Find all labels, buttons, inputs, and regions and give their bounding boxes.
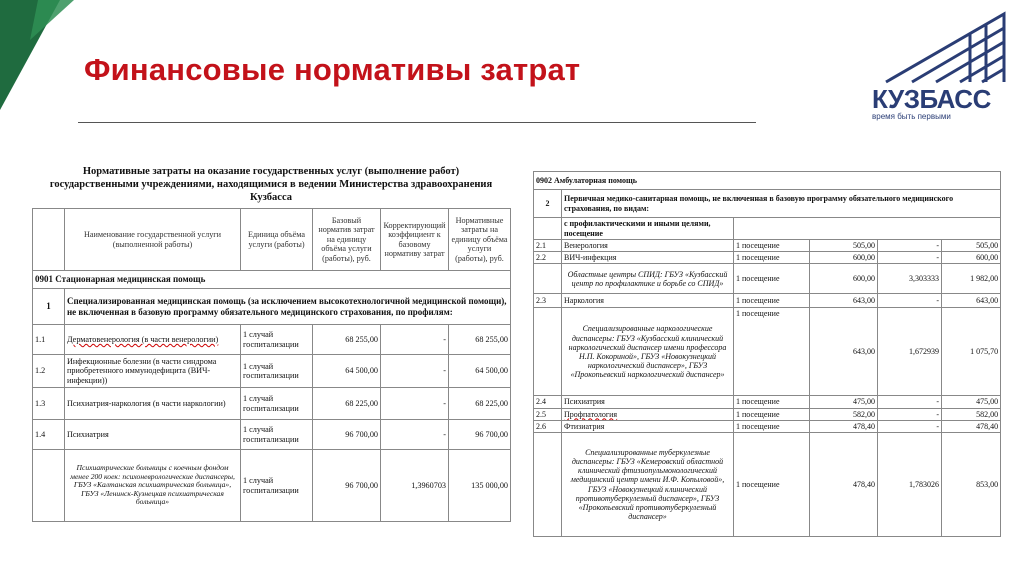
section-title: 0902 Амбулаторная помощь xyxy=(534,172,1001,190)
table-row xyxy=(534,433,1001,537)
subgroup-row xyxy=(534,218,1001,240)
row-num: 2.6 xyxy=(534,420,562,432)
row-num: 1.4 xyxy=(33,420,65,450)
row-base: 478,40 xyxy=(810,433,878,537)
row-name: Областные центры СПИД: ГБУЗ «Кузбасский центр по профилактике и борьбе со СПИД» xyxy=(562,264,734,294)
row-num: 1.3 xyxy=(33,388,65,420)
row-unit: 1 посещение xyxy=(734,294,810,308)
row-coef: 1,3960703 xyxy=(381,450,449,522)
row-coef: - xyxy=(878,294,942,308)
group-text: Первичная медико-санитарная помощь, не включенная в базовую программу обязательного медицинского страхования, по видам: xyxy=(562,190,1001,218)
table-row xyxy=(534,294,1001,308)
row-name: Специализированные наркологические диспансеры: ГБУЗ «Кузбасский клинический наркологический диспансер имени профессора Н.П. Кокориной», ГБУЗ «Новокузнецкий наркологический диспансер», ГБУЗ «Прокопьевский наркологический диспансер» xyxy=(562,308,734,396)
row-name: Психиатрия xyxy=(65,420,241,450)
section-row xyxy=(33,271,511,289)
row-coef: 1,783026 xyxy=(878,433,942,537)
row-name: Психиатрия-наркология (в части наркологии) xyxy=(65,388,241,420)
table-row xyxy=(33,420,511,450)
row-coef: - xyxy=(878,240,942,252)
row-num: 2.3 xyxy=(534,294,562,308)
page-title: Финансовые нормативы затрат xyxy=(84,52,581,87)
row-base: 643,00 xyxy=(810,294,878,308)
row-total: 1 075,70 xyxy=(942,308,1001,396)
row-num: 2.1 xyxy=(534,240,562,252)
table-row xyxy=(534,264,1001,294)
row-unit: 1 посещение xyxy=(734,396,810,408)
row-coef: - xyxy=(878,408,942,420)
row-num xyxy=(33,450,65,522)
section-row xyxy=(534,172,1001,190)
logo-wordmark: КУЗБАСС xyxy=(872,84,991,114)
row-coef: - xyxy=(878,252,942,264)
row-unit: 1 посещение xyxy=(734,433,810,537)
table-row xyxy=(33,355,511,388)
subgroup-num xyxy=(534,218,562,240)
row-coef: - xyxy=(381,355,449,388)
row-coef: - xyxy=(878,396,942,408)
table-row xyxy=(534,408,1001,420)
left-doc-heading: Нормативные затраты на оказание государственных услуг (выполнение работ) государственными учреждениями, находящимися в ведении Министерства здравоохранения Кузбасса xyxy=(49,166,493,203)
group-num: 1 xyxy=(33,289,65,325)
group-row xyxy=(534,190,1001,218)
row-name: Наркология xyxy=(562,294,734,308)
group-row xyxy=(33,289,511,325)
row-total: 135 000,00 xyxy=(449,450,511,522)
table-row xyxy=(534,396,1001,408)
row-base: 582,00 xyxy=(810,408,878,420)
row-coef: 1,672939 xyxy=(878,308,942,396)
row-total: 643,00 xyxy=(942,294,1001,308)
row-total: 68 225,00 xyxy=(449,388,511,420)
group-num: 2 xyxy=(534,190,562,218)
row-name: Фтизиатрия xyxy=(562,420,734,432)
row-base: 68 225,00 xyxy=(313,388,381,420)
row-unit: 1 посещение xyxy=(734,252,810,264)
row-unit: 1 случай госпитализации xyxy=(241,388,313,420)
row-name: Специализированные туберкулезные диспансеры: ГБУЗ «Кемеровский областной клинический фтизиопульмонологический медицинский центр имени И.Ф. Копыловой», ГБУЗ «Новокузнецкий клинический противотуберкулезный диспансер», ГБУЗ «Прокопьевский противотуберкулезный диспансер» xyxy=(562,433,734,537)
row-base: 64 500,00 xyxy=(313,355,381,388)
row-total: 475,00 xyxy=(942,396,1001,408)
header-num xyxy=(33,209,65,271)
left-header-row xyxy=(33,209,511,271)
row-coef: - xyxy=(381,325,449,355)
row-num: 2.4 xyxy=(534,396,562,408)
header-coef: Корректирующий коэффициент к базовому нормативу затрат xyxy=(381,209,449,271)
subgroup-blank xyxy=(734,218,1001,240)
table-row xyxy=(534,308,1001,396)
row-total: 582,00 xyxy=(942,408,1001,420)
row-unit: 1 случай госпитализации xyxy=(241,325,313,355)
row-num: 2.5 xyxy=(534,408,562,420)
section-title: 0901 Стационарная медицинская помощь xyxy=(33,271,511,289)
header-total: Нормативные затраты на единицу объёма услуги (работы), руб. xyxy=(449,209,511,271)
table-row xyxy=(534,420,1001,432)
row-name: Дерматовенерология (в части венерологии) xyxy=(65,325,241,355)
header-name: Наименование государственной услуги (выполненной работы) xyxy=(65,209,241,271)
header-base: Базовый норматив затрат на единицу объёма услуги (работы), руб. xyxy=(313,209,381,271)
row-coef: - xyxy=(381,420,449,450)
right-document xyxy=(533,171,1000,537)
logo-tagline: время быть первыми xyxy=(872,112,951,121)
table-row xyxy=(534,240,1001,252)
row-coef: - xyxy=(878,420,942,432)
row-total: 96 700,00 xyxy=(449,420,511,450)
row-unit: 1 посещение xyxy=(734,264,810,294)
row-num xyxy=(534,264,562,294)
row-name: Психиатрические больницы с коечным фондом менее 200 коек: психоневрологические диспансеры, ГБУЗ «Калтанская психиатрическая больница», ГБУЗ «Ленинск-Кузнецкая психиатрическая больница» xyxy=(65,450,241,522)
row-num: 2.2 xyxy=(534,252,562,264)
row-unit: 1 посещение xyxy=(734,240,810,252)
row-coef: - xyxy=(381,388,449,420)
row-base: 475,00 xyxy=(810,396,878,408)
row-unit: 1 случай госпитализации xyxy=(241,450,313,522)
row-num xyxy=(534,433,562,537)
table-row xyxy=(534,252,1001,264)
table-row xyxy=(33,450,511,522)
table-row xyxy=(33,325,511,355)
title-underline xyxy=(78,122,756,123)
row-coef: 3,303333 xyxy=(878,264,942,294)
row-num xyxy=(534,308,562,396)
row-unit: 1 случай госпитализации xyxy=(241,420,313,450)
row-name: Венерология xyxy=(562,240,734,252)
row-unit: 1 посещение xyxy=(734,308,810,396)
table-row xyxy=(33,388,511,420)
row-base: 600,00 xyxy=(810,252,878,264)
row-total: 68 255,00 xyxy=(449,325,511,355)
left-document xyxy=(32,165,510,522)
group-text: Специализированная медицинская помощь (за исключением высокотехнологичной медицинской помощи), не включенная в базовую программу обязательного медицинского страхования, по профилям: xyxy=(65,289,511,325)
row-base: 478,40 xyxy=(810,420,878,432)
row-total: 853,00 xyxy=(942,433,1001,537)
row-base: 505,00 xyxy=(810,240,878,252)
left-table xyxy=(32,208,511,522)
row-base: 68 255,00 xyxy=(313,325,381,355)
row-unit: 1 случай госпитализации xyxy=(241,355,313,388)
row-unit: 1 посещение xyxy=(734,408,810,420)
row-total: 505,00 xyxy=(942,240,1001,252)
corner-decoration xyxy=(0,0,74,110)
row-total: 478,40 xyxy=(942,420,1001,432)
row-name: Инфекционные болезни (в части синдрома приобретенного иммунодефицита (ВИЧ-инфекции)) xyxy=(65,355,241,388)
row-base: 600,00 xyxy=(810,264,878,294)
row-unit: 1 посещение xyxy=(734,420,810,432)
row-total: 600,00 xyxy=(942,252,1001,264)
row-total: 1 982,00 xyxy=(942,264,1001,294)
row-name: Профпатология xyxy=(562,408,734,420)
row-base: 96 700,00 xyxy=(313,420,381,450)
row-base: 96 700,00 xyxy=(313,450,381,522)
row-name: Психиатрия xyxy=(562,396,734,408)
row-base: 643,00 xyxy=(810,308,878,396)
subgroup-text: с профилактическими и иными целями, посещение xyxy=(562,218,734,240)
header-unit: Единица объёма услуги (работы) xyxy=(241,209,313,271)
row-num: 1.2 xyxy=(33,355,65,388)
row-name: ВИЧ-инфекция xyxy=(562,252,734,264)
row-num: 1.1 xyxy=(33,325,65,355)
row-total: 64 500,00 xyxy=(449,355,511,388)
right-table xyxy=(533,171,1001,537)
